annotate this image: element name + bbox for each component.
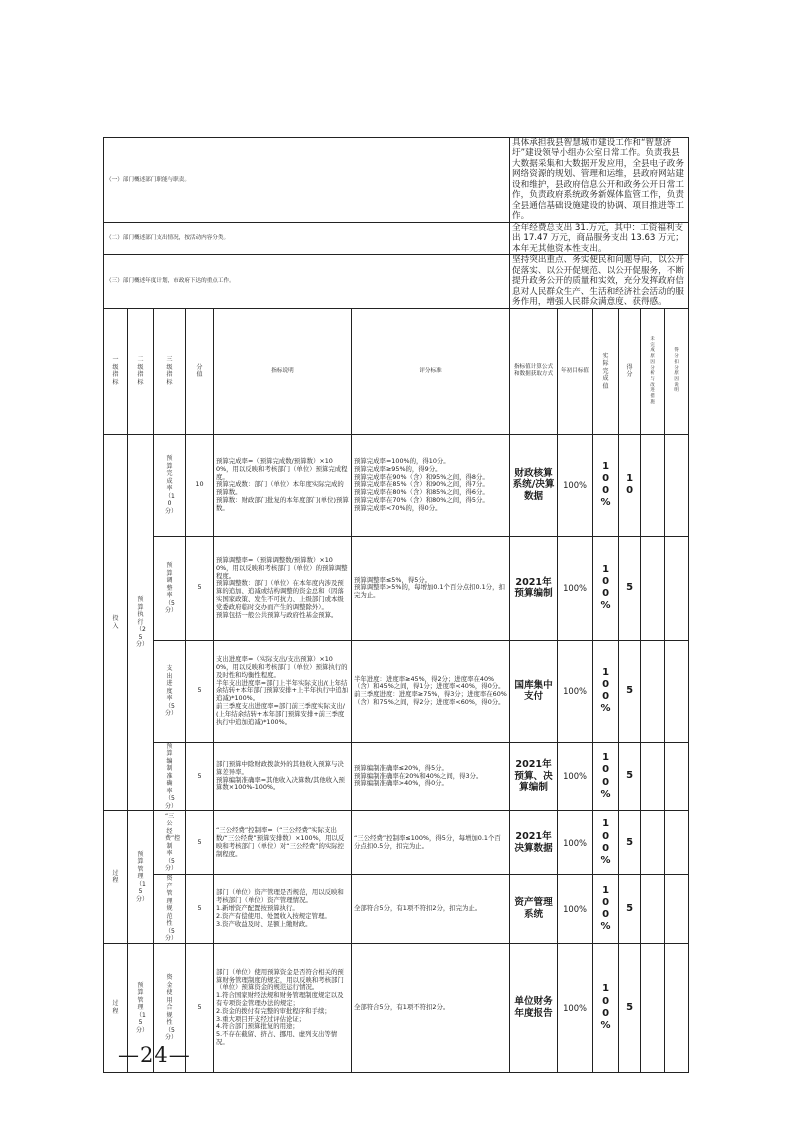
header-note: 得分扣分原因说明 — [674, 348, 679, 394]
header-level2: 二级指标 — [137, 356, 144, 386]
level3-name: 预算完成率（10分） — [165, 455, 178, 515]
group-process: 过程 — [112, 1000, 119, 1015]
overview-row — [104, 138, 689, 223]
score-value: 5 — [186, 943, 214, 1072]
level3-name: 资产管理规范性（5分） — [165, 875, 178, 943]
score-value: 5 — [186, 536, 214, 640]
score-value: 5 — [186, 875, 214, 944]
indicator-row — [104, 943, 689, 1072]
indicator-desc: 支出进度率=（实际支出/支出预算）×100%，用以反映和考核部门（单位）预算执行的及时性和均衡性程度。 半年支出进度率=部门上半年实际支出/(上年结余结转+本年部门预算安排+上半年执行中追加追减)*100%。 前三季度支出进度率=部门前三季度实际支出/(上年结余结转+本年部门预算安排+前三季度执行中追加追减)*100%。 — [214, 640, 352, 742]
score-value: 5 — [186, 811, 214, 875]
data-source: 单位财务年度报告 — [510, 943, 558, 1072]
overview-text: 坚持突出重点、务实便民和问题导向，以公开促落实、以公开促规范、以公开促服务，不断提升政务公开的质量和实效，充分发挥政府信息对人民群众生产、生活和经济社会活动的服务作用，增强人民群众满意度、获得感。 — [510, 255, 689, 308]
score-value: 5 — [186, 640, 214, 742]
target-value: 100% — [558, 943, 593, 1072]
indicator-row — [104, 742, 689, 811]
header-score: 分值 — [196, 363, 203, 379]
note-cell — [665, 943, 689, 1072]
header-desc: 指标说明 — [214, 308, 352, 434]
scoring-criteria: “三公经费”控制率≤100%，得5分，每增加0.1个百分点扣0.5分，扣完为止。 — [352, 811, 510, 875]
header-row — [104, 308, 689, 434]
indicator-row — [104, 640, 689, 742]
overview-label: （一）部门概述部门职能与职责。 — [104, 138, 510, 223]
indicator-row — [104, 434, 689, 536]
actual-value: 1 0 0 % — [593, 640, 619, 742]
header-reason: 未完成原因分析与改进措施 — [650, 336, 655, 405]
reason-cell — [641, 536, 665, 640]
points-value: 5 — [619, 640, 641, 742]
scoring-criteria: 预算编制准确率≤20%，得5分。 预算编制准确率在20%和40%之间，得3分。 预算编制准确率>40%，得0分。 — [352, 742, 510, 811]
scoring-criteria: 预算完成率=100%的，得10分。 预算完成率≥95%的，得9分。 预算完成率在90%（含）和95%之间，得8分。 预算完成率在85%（含）和90%之间，得7分。 预算完成率在80%（含）和85%之间，得6分。 预算完成率在70%（含）和80%之间，得5分。 预算完成率<70%的，得0分。 — [352, 434, 510, 536]
level3-name: 预算编制准确率（5分） — [165, 742, 178, 810]
note-cell — [665, 640, 689, 742]
indicator-desc: “三公经费”控制率=（“三公经费”实际支出数/“三公经费”预算安排数）×100%，用以反映和考核部门（单位）对“三公经费”的实际控制程度。 — [214, 811, 352, 875]
indicator-desc: 部门预算中除财政拨款外的其他收入预算与决算差异率。 预算编制准确率=其他收入决算数/其他收入预算数×100%-100%。 — [214, 742, 352, 811]
header-actual: 实际完成值 — [602, 352, 609, 390]
score-value: 5 — [186, 742, 214, 811]
points-value: 5 — [619, 742, 641, 811]
reason-cell — [641, 811, 665, 875]
reason-cell — [641, 742, 665, 811]
header-level1: 一级指标 — [112, 356, 119, 386]
target-value: 100% — [558, 640, 593, 742]
score-value: 10 — [186, 434, 214, 536]
overview-row — [104, 255, 689, 308]
indicator-row — [104, 536, 689, 640]
overview-text: 全年经费总支出 31.万元，其中：工资福利支出 17.47 万元，商品服务支出 13.63 万元；本年无其他资本性支出。 — [510, 222, 689, 254]
header-target: 年初目标值 — [558, 308, 593, 434]
points-value: 5 — [619, 943, 641, 1072]
note-cell — [665, 811, 689, 875]
data-source: 资产管理系统 — [510, 875, 558, 944]
note-cell — [665, 742, 689, 811]
page-number: —24— — [118, 1043, 191, 1067]
target-value: 100% — [558, 742, 593, 811]
scoring-criteria: 全部符合5分，有1项不符扣2分。 — [352, 943, 510, 1072]
actual-value: 1 0 0 % — [593, 434, 619, 536]
reason-cell — [641, 640, 665, 742]
overview-text: 具体承担我县智慧城市建设工作和“智慧济圩”建设领导小组办公室日常工作。负责我县大数据采集和大数据开发应用，全县电子政务网络资源的规划、管理和运维，县政府网站建设和维护，县政府信息公开和政务公开日常工作，负责政府系统政务新媒体监管工作，负责全县通信基础设施建设的协调、项目推进等工作。 — [510, 138, 689, 223]
data-source: 国库集中支付 — [510, 640, 558, 742]
indicator-desc: 预算完成率=（预算完成数/预算数）×100%，用以反映和考核部门（单位）预算完成程度。 预算完成数：部门（单位）本年度实际完成的预算数。 预算数：财政部门批复的本年度部门(单位)预算数。 — [214, 434, 352, 536]
points-value: 5 — [619, 875, 641, 944]
scoring-criteria: 全部符合5分，有1项不符扣2分，扣完为止。 — [352, 875, 510, 944]
target-value: 100% — [558, 536, 593, 640]
header-criteria: 评分标准 — [352, 308, 510, 434]
group-process: 过程 — [112, 869, 119, 884]
indicator-desc: 部门（单位）使用预算资金是否符合相关的预算财务管理制度的规定，用以反映和考核部门（单位）预算资金的规范运行情况。 1.符合国家财经法规和财务管理制度规定以及有专项资金管理办法的规定； 2.资金的拨付有完整的审批程序和手续； 3.重大项目开支经过评估论证； 4.符合部门预算批复的用途； 5.不存在截留、挤占、挪用、虚列支出等情况。 — [214, 943, 352, 1072]
actual-value: 1 0 0 % — [593, 742, 619, 811]
data-source: 2021年预算编制 — [510, 536, 558, 640]
data-source: 2021年决算数据 — [510, 811, 558, 875]
indicator-row — [104, 811, 689, 875]
data-source: 财政核算系统/决算数据 — [510, 434, 558, 536]
target-value: 100% — [558, 811, 593, 875]
scoring-criteria: 半年进度：进度率≥45%，得2分；进度率在40%（含）和45%之间，得1分；进度率<40%，得0分。 前三季度进度：进度率≥75%，得3分；进度率在60%（含）和75%之间，得2分；进度率<60%，得0分。 — [352, 640, 510, 742]
overview-row — [104, 222, 689, 254]
indicator-row — [104, 875, 689, 944]
level3-name: 资金使用合规性（5分） — [165, 974, 178, 1041]
performance-table — [103, 137, 689, 1073]
reason-cell — [641, 434, 665, 536]
group-input-budget: 预算执行（25分） — [136, 596, 149, 649]
header-points: 得分 — [626, 363, 633, 379]
header-source: 指标值计算公式和数据获取方式 — [510, 308, 558, 434]
scoring-criteria: 预算调整率≤5%，得5分。 预算调整率>5%的，每增加0.1个百分点扣0.1分，扣完为止。 — [352, 536, 510, 640]
level3-name: 支出进度率（5分） — [165, 665, 178, 717]
header-level3: 三级指标 — [166, 356, 173, 386]
points-value: 1 0 — [619, 434, 641, 536]
actual-value: 1 0 0 % — [593, 536, 619, 640]
actual-value: 1 0 0 % — [593, 943, 619, 1072]
note-cell — [665, 536, 689, 640]
group-process-sub: 预算管理（15分） — [136, 850, 149, 903]
data-source: 2021年预算、决算编制 — [510, 742, 558, 811]
indicator-desc: 预算调整率=（预算调整数/预算数）×100%，用以反映和考核部门（单位）的预算调整程度。 预算调整数：部门（单位）在本年度内涉及预算的追加、追减或结构调整的资金总和（因落实国家政策、发生不可抗力、上级部门或本级党委政府临时交办而产生的调整除外）。 预算包括一般公共预算与政府性基金预算。 — [214, 536, 352, 640]
reason-cell — [641, 943, 665, 1072]
indicator-desc: 部门（单位）资产管理是否规范，用以反映和考核部门（单位）资产管理情况。 1.新增资产配置按预算执行。 2.资产有偿使用、处置收入按规定管理。 3.资产收益及时、足额上缴财政。 — [214, 875, 352, 944]
target-value: 100% — [558, 875, 593, 944]
level3-name: “三公经费”控制率（5分） — [165, 812, 181, 873]
points-value: 5 — [619, 536, 641, 640]
overview-label: （三）部门概述年度计划，市政府下达的重点工作。 — [104, 255, 510, 308]
target-value: 100% — [558, 434, 593, 536]
reason-cell — [641, 875, 665, 944]
overview-label: （二）部门概述部门支出情况，按活动内容分类。 — [104, 222, 510, 254]
level3-name: 预算调整率（5分） — [165, 562, 178, 614]
note-cell — [665, 434, 689, 536]
points-value: 5 — [619, 811, 641, 875]
actual-value: 1 0 0 % — [593, 811, 619, 875]
group-process-sub: 预算管理（15分） — [136, 981, 149, 1034]
note-cell — [665, 875, 689, 944]
group-input: 投入 — [112, 615, 119, 630]
actual-value: 1 0 0 % — [593, 875, 619, 944]
